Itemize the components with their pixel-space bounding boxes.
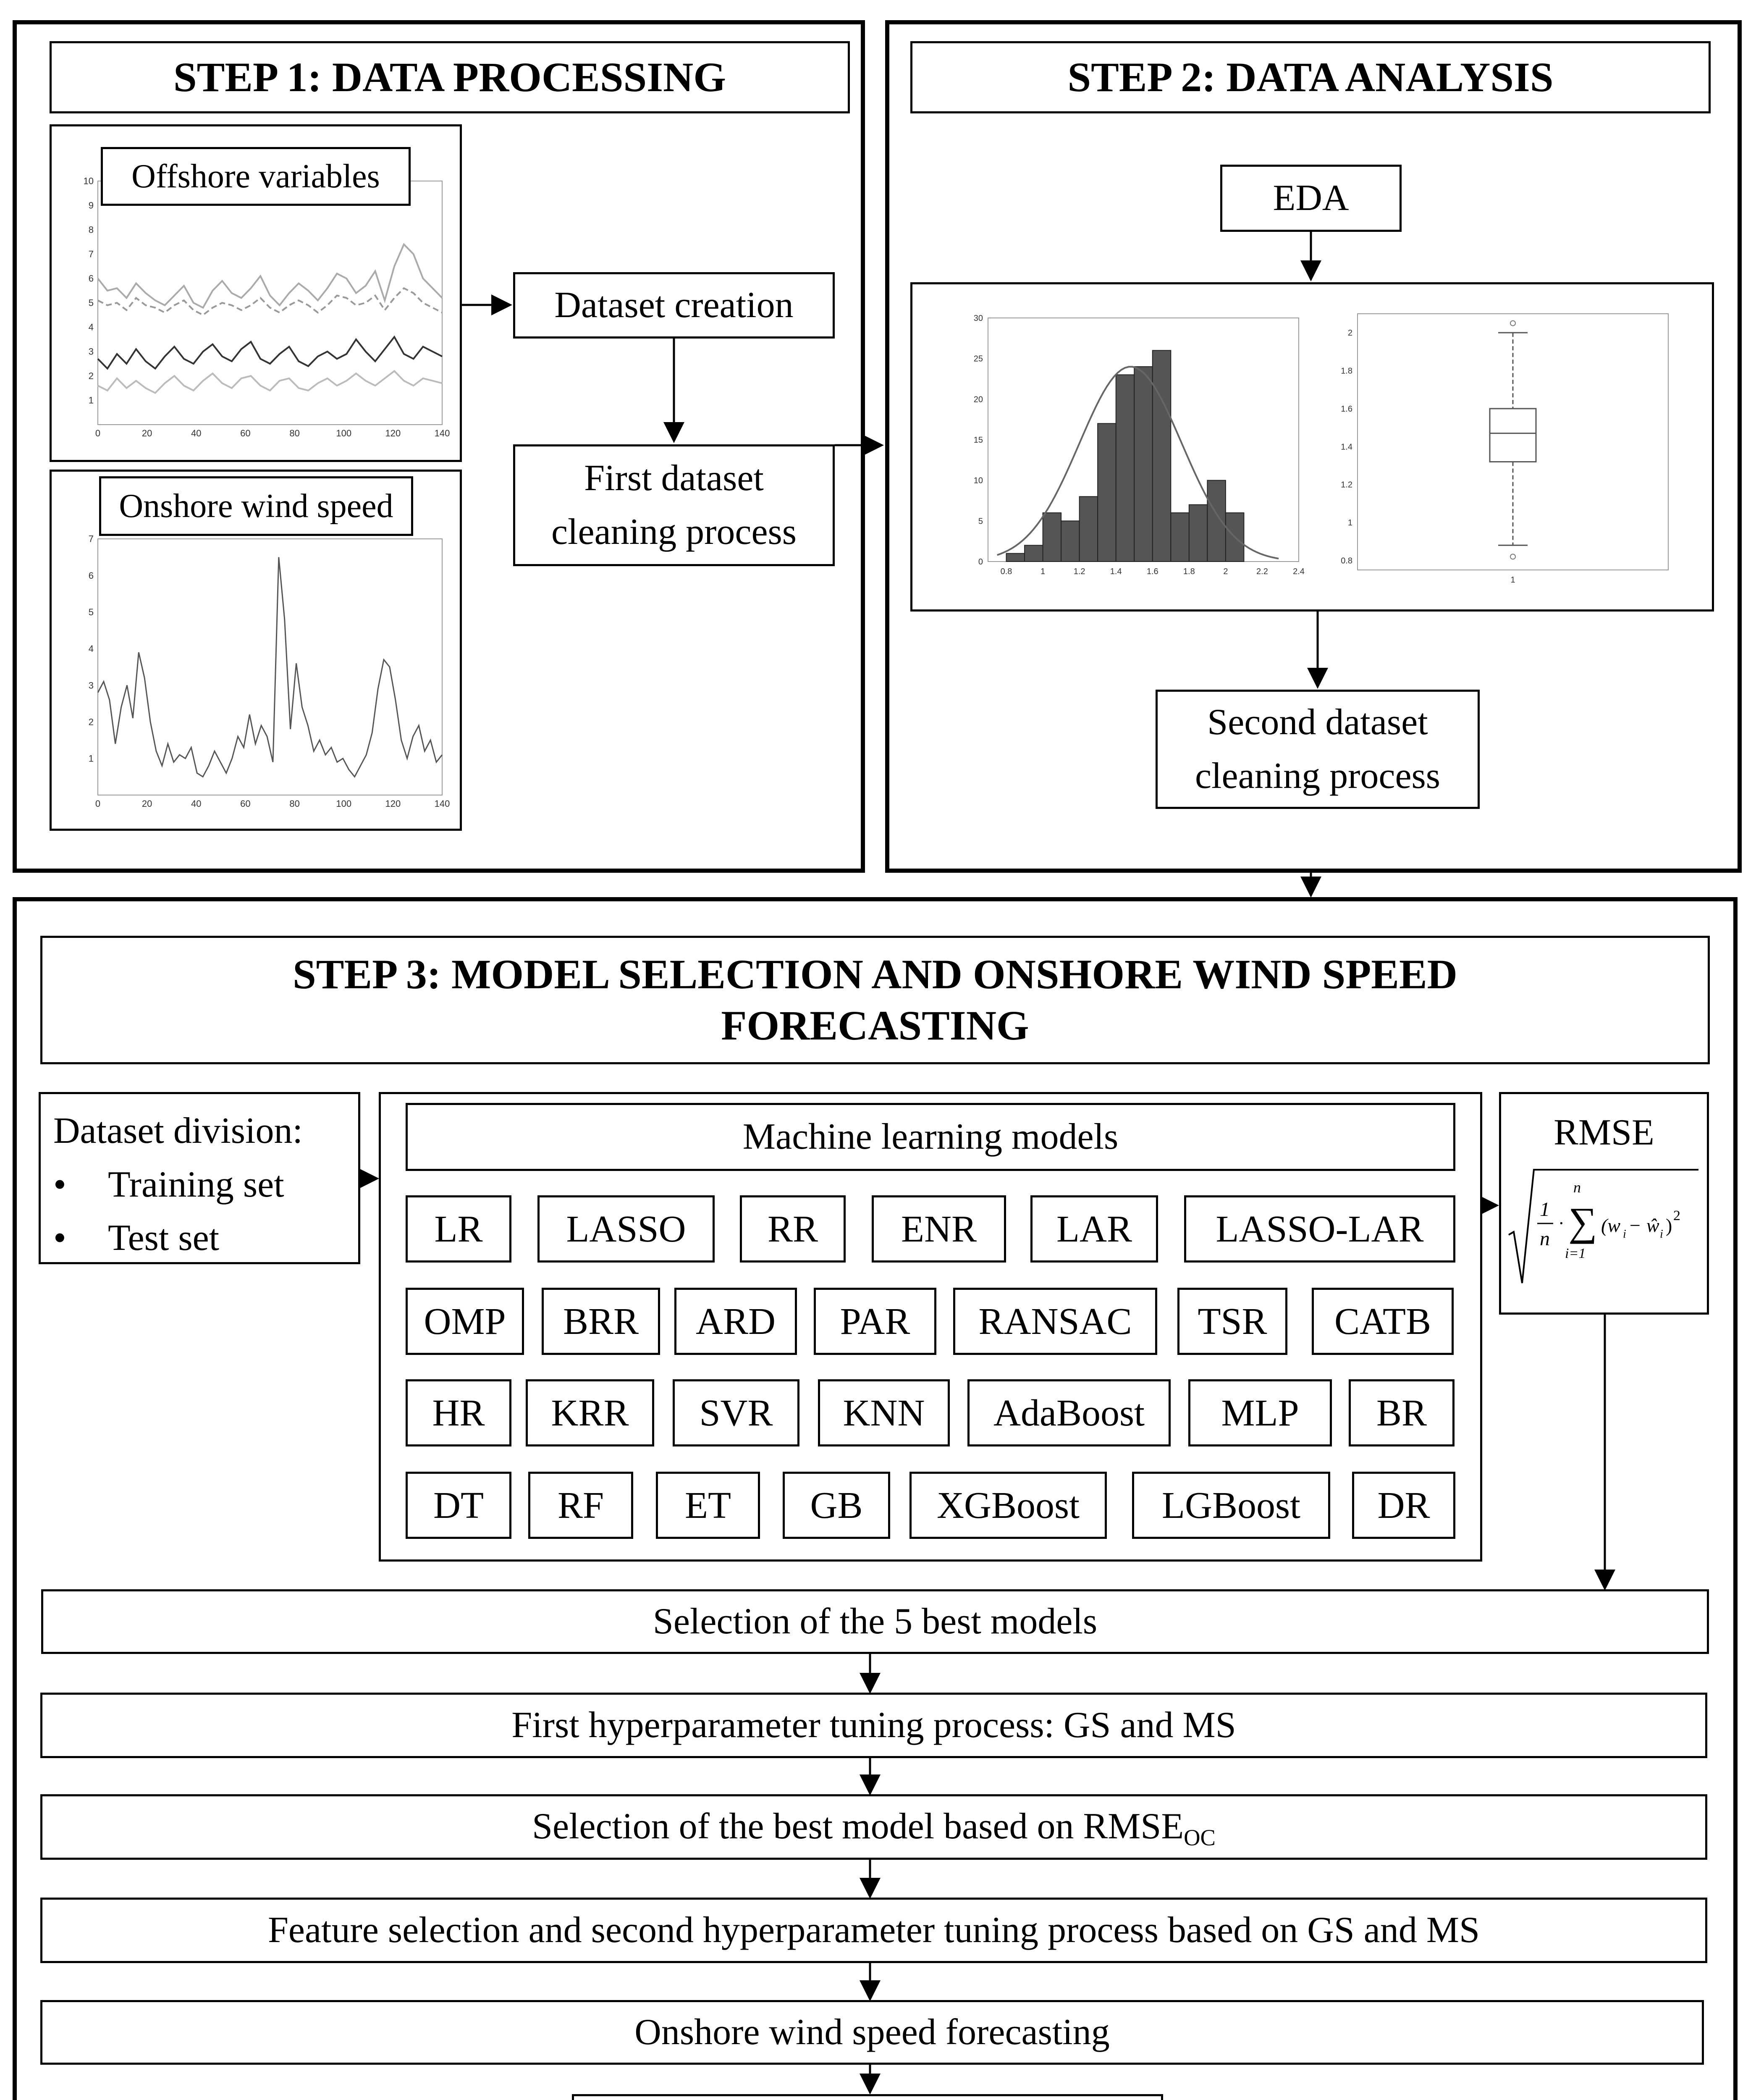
offshore-y-tick-label: 8 [88, 224, 94, 235]
offshore-y-tick-label: 5 [88, 297, 94, 308]
svg-text:n: n [1540, 1228, 1550, 1250]
onshore-y-tick-label: 3 [88, 680, 94, 691]
onshore-y-tick-label: 5 [88, 606, 94, 617]
rmse-formula [1501, 1157, 1711, 1317]
svg-text:(w: (w [1601, 1215, 1620, 1236]
hist-y-tick-label: 25 [973, 354, 983, 364]
rmse-formula-title: RMSE [1554, 1112, 1654, 1153]
select-best-box [40, 1794, 1707, 1860]
model-catb: CATB [1312, 1288, 1454, 1355]
select-best-text [532, 1800, 1216, 1854]
hist-bar [1207, 480, 1226, 562]
svg-text:n: n [1573, 1179, 1581, 1196]
onshore-x-tick-label: 120 [385, 798, 401, 809]
model-omp: OMP [406, 1288, 524, 1355]
hyper1-text: First hyperparameter tuning process: GS and MS [511, 1705, 1236, 1746]
offshore-x-tick-label: 40 [191, 428, 202, 438]
step3-title [40, 936, 1710, 1064]
hist-y-tick-label: 5 [978, 517, 983, 526]
model-gb: GB [783, 1472, 890, 1539]
hyper1-box [40, 1693, 1707, 1758]
dataset-creation-box [513, 272, 835, 339]
svg-text:·: · [1558, 1213, 1565, 1234]
box-y-tick-label: 2 [1347, 328, 1352, 338]
model-lgboost: LGBoost [1132, 1472, 1330, 1539]
model-br: BR [1349, 1379, 1455, 1446]
forecasting-box [40, 2000, 1704, 2065]
model-rf: RF [528, 1472, 633, 1539]
hist-x-tick-label: 2.2 [1256, 567, 1268, 576]
model-dr: DR [1352, 1472, 1455, 1539]
offshore-x-tick-label: 140 [434, 428, 450, 438]
hist-bar [1098, 423, 1116, 562]
box-outlier [1510, 321, 1515, 326]
box-y-tick-label: 1.2 [1341, 480, 1352, 490]
box-outlier [1510, 554, 1515, 559]
model-lr: LR [406, 1195, 511, 1263]
offshore-y-tick-label: 3 [88, 346, 94, 357]
test-set-item: • Test set [53, 1211, 346, 1265]
hist-y-tick-label: 10 [973, 476, 983, 486]
model-tsr: TSR [1177, 1288, 1287, 1355]
second-cleaning-text: Second dataset cleaning process [1195, 702, 1440, 796]
select-best-sub: OC [1184, 1824, 1216, 1851]
model-rr: RR [740, 1195, 846, 1263]
hist-bar [1153, 350, 1171, 562]
offshore-y-tick-label: 9 [88, 200, 94, 211]
model-lasso: LASSO [537, 1195, 715, 1263]
step2-title: STEP 2: DATA ANALYSIS [910, 41, 1711, 113]
offshore-y-tick-label: 1 [88, 395, 94, 406]
first-cleaning-text: First dataset cleaning process [551, 458, 797, 552]
hist-x-tick-label: 1 [1040, 567, 1046, 576]
select-5-best-box [41, 1589, 1709, 1654]
hist-y-tick-label: 20 [973, 395, 983, 404]
rmse-formula-box [1499, 1092, 1709, 1315]
onshore-wind-speed-label [99, 476, 413, 536]
model-ransac: RANSAC [953, 1288, 1157, 1355]
model-et: ET [656, 1472, 760, 1539]
model-hr: HR [406, 1379, 511, 1446]
box-y-tick-label: 1.4 [1341, 442, 1352, 452]
offshore-variables-label-text: Offshore variables [131, 158, 380, 195]
box-y-tick-label: 1 [1347, 518, 1352, 528]
eda-box [1220, 165, 1402, 232]
box-y-tick-label: 0.8 [1341, 556, 1352, 566]
test-set-text: Test set [108, 1218, 220, 1259]
onshore-x-tick-label: 40 [191, 798, 202, 809]
hist-x-tick-label: 2.4 [1293, 567, 1305, 576]
onshore-x-tick-label: 80 [289, 798, 300, 809]
step1-title: STEP 1: DATA PROCESSING [50, 41, 850, 113]
offshore-x-tick-label: 80 [289, 428, 300, 438]
model-xgboost: XGBoost [909, 1472, 1107, 1539]
hist-bar [1134, 367, 1153, 562]
first-cleaning-box [513, 444, 835, 566]
feature-selection-box [40, 1898, 1707, 1963]
model-mlp: MLP [1188, 1379, 1332, 1446]
hist-y-tick-label: 0 [978, 557, 983, 567]
offshore-y-tick-label: 7 [88, 249, 94, 260]
model-brr: BRR [542, 1288, 660, 1355]
offshore-y-tick-label: 4 [88, 322, 94, 333]
hist-bar [1043, 513, 1061, 562]
hist-x-tick-label: 1.8 [1183, 567, 1195, 576]
offshore-axes [98, 181, 442, 425]
feature-selection-text: Feature selection and second hyperparameter tuning process based on GS and MS [267, 1910, 1480, 1951]
model-lar: LAR [1030, 1195, 1158, 1263]
model-dt: DT [406, 1472, 511, 1539]
ml-models-title-text: Machine learning models [742, 1116, 1119, 1158]
offshore-x-tick-label: 100 [336, 428, 352, 438]
offshore-series-offshore-var-3 [98, 337, 442, 368]
training-set-item: • Training set [53, 1158, 346, 1212]
hist-y-tick-label: 15 [973, 436, 983, 445]
onshore-x-tick-label: 140 [434, 798, 450, 809]
hist-y-tick-label: 30 [973, 314, 983, 323]
box-y-tick-label: 1.6 [1341, 404, 1352, 414]
svg-text:ŵ: ŵ [1646, 1215, 1659, 1236]
svg-text:2: 2 [1673, 1208, 1680, 1223]
hist-bar [1189, 505, 1208, 562]
onshore-y-tick-label: 7 [88, 533, 94, 544]
hist-x-tick-label: 2 [1223, 567, 1228, 576]
second-cleaning-box [1156, 690, 1480, 809]
model-knn: KNN [818, 1379, 950, 1446]
box-y-tick-label: 1.8 [1341, 366, 1352, 376]
dataset-division-title: Dataset division: [53, 1110, 303, 1151]
onshore-y-tick-label: 4 [88, 643, 94, 654]
select-best-main: Selection of the best model based on RMSE [532, 1806, 1184, 1847]
hist-bar [1006, 554, 1025, 562]
offshore-x-tick-label: 0 [95, 428, 101, 438]
onshore-wind-speed-label-text: Onshore wind speed [119, 488, 393, 525]
hist-x-tick-label: 0.8 [1000, 567, 1012, 576]
training-set-text: Training set [108, 1164, 284, 1205]
offshore-variables-label [101, 147, 411, 206]
hist-bar [1080, 496, 1098, 562]
forecasting-text: Onshore wind speed forecasting [634, 2012, 1110, 2053]
hist-bar [1025, 545, 1043, 562]
hist-x-tick-label: 1.4 [1110, 567, 1122, 576]
forecast-chart [572, 2094, 1163, 2100]
hist-bar [1171, 513, 1189, 562]
dataset-division-box [39, 1092, 360, 1264]
onshore-axes [98, 539, 442, 795]
offshore-x-tick-label: 20 [142, 428, 152, 438]
select-5-best-text: Selection of the 5 best models [653, 1601, 1098, 1642]
model-par: PAR [814, 1288, 936, 1355]
model-krr: KRR [526, 1379, 654, 1446]
svg-text:∑: ∑ [1568, 1199, 1597, 1244]
svg-text:i: i [1660, 1228, 1663, 1241]
svg-text:−: − [1630, 1215, 1641, 1236]
hist-x-tick-label: 1.2 [1073, 567, 1085, 576]
onshore-series-onshore-wind-speed [98, 557, 442, 777]
svg-text:i: i [1623, 1228, 1626, 1241]
onshore-y-tick-label: 1 [88, 753, 94, 764]
model-lasso-lar: LASSO-LAR [1184, 1195, 1455, 1263]
model-ard: ARD [674, 1288, 797, 1355]
onshore-x-tick-label: 100 [336, 798, 352, 809]
model-adaboost: AdaBoost [967, 1379, 1171, 1446]
onshore-y-tick-label: 2 [88, 717, 94, 727]
offshore-series-offshore-var-1 [98, 244, 442, 308]
model-svr: SVR [673, 1379, 799, 1446]
offshore-y-tick-label: 10 [83, 176, 94, 186]
svg-text:i=1: i=1 [1565, 1246, 1586, 1261]
offshore-x-tick-label: 60 [240, 428, 251, 438]
offshore-series-offshore-var-4 [98, 371, 442, 393]
ml-models-title [406, 1103, 1455, 1171]
box-iqr [1490, 409, 1536, 462]
dataset-creation-text: Dataset creation [554, 285, 794, 326]
offshore-x-tick-label: 120 [385, 428, 401, 438]
svg-text:): ) [1666, 1215, 1672, 1236]
step3-title-text: STEP 3: MODEL SELECTION AND ONSHORE WIND SPEED FORECASTING [293, 951, 1457, 1049]
offshore-y-tick-label: 2 [88, 370, 94, 381]
hist-bar [1116, 375, 1135, 562]
eda-chart-panel [910, 282, 1714, 612]
offshore-y-tick-label: 6 [88, 273, 94, 284]
hist-x-tick-label: 1.6 [1146, 567, 1158, 576]
svg-text:1: 1 [1540, 1198, 1550, 1221]
onshore-x-tick-label: 60 [240, 798, 251, 809]
model-enr: ENR [872, 1195, 1006, 1263]
eda-text: EDA [1273, 178, 1349, 219]
onshore-y-tick-label: 6 [88, 570, 94, 581]
box-x-tick-label: 1 [1510, 575, 1515, 585]
offshore-series-offshore-var-2 [98, 288, 442, 315]
onshore-x-tick-label: 20 [142, 798, 152, 809]
hist-bar [1061, 521, 1080, 562]
onshore-x-tick-label: 0 [95, 798, 101, 809]
